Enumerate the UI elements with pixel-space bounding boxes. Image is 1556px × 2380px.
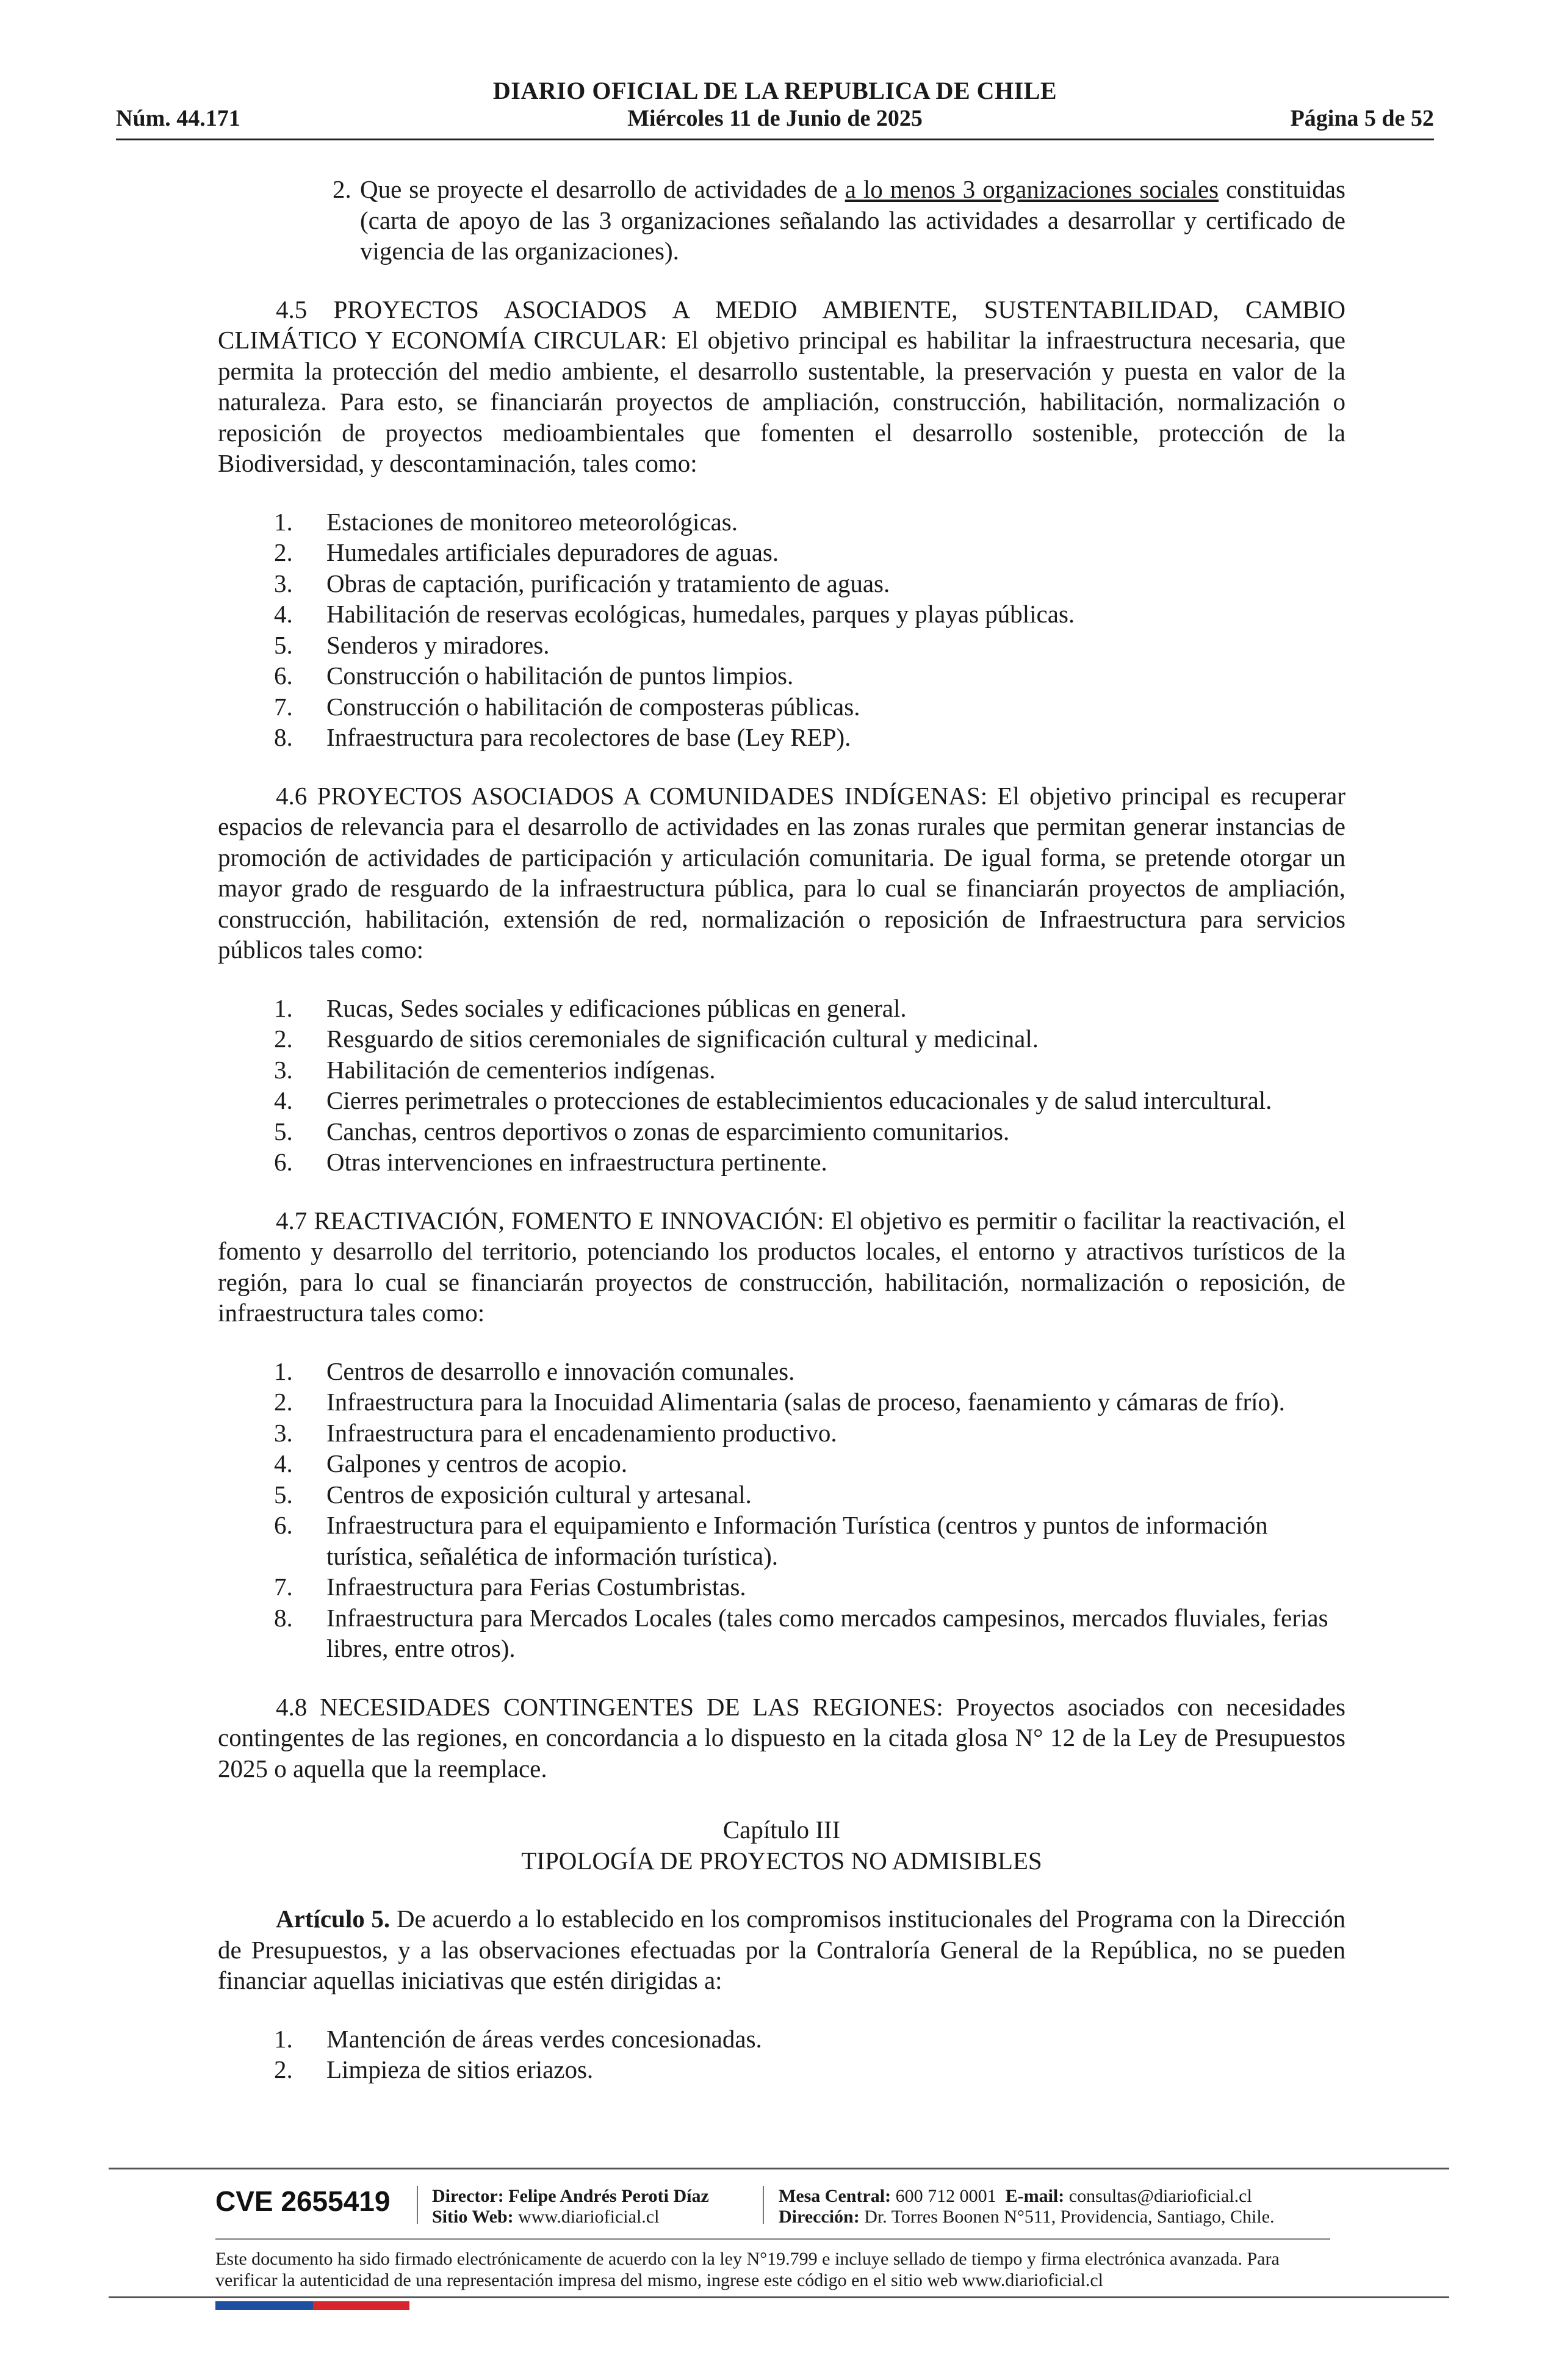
legal-notice: Este documento ha sido firmado electrónicamente de acuerdo con la ley N°19.799 e incluye sellado de tiempo y firma electrónica avanzada. Para verificar la autenticidad de una representación impresa del mismo, ingrese este código en el sitio web www.diarioficial.cl: [215, 2249, 1280, 2290]
chapter-label: Capítulo III: [722, 1816, 841, 1844]
list-item: [218, 568, 1345, 599]
item-text-part: Que se proyecte el desarrollo de actividades de: [360, 175, 845, 203]
item-number: 2.: [274, 538, 293, 566]
item-text: Infraestructura para recolectores de base (Ley REP).: [326, 723, 851, 751]
list-item: [218, 1479, 1345, 1510]
item-number: 5.: [274, 630, 293, 659]
list-item: [218, 722, 1345, 753]
newspaper-title: DIARIO OFICIAL DE LA REPUBLICA DE CHILE: [492, 77, 1057, 104]
item-number: 2.: [333, 175, 351, 203]
footer-contact-info: [779, 2186, 1275, 2227]
article-text: De acuerdo a lo establecido en los compromisos institucionales del Programa con la Dirección de Presupuestos, y a las observaciones efectuadas por la Contraloría General de la República, no se pueden financiar aquellas iniciativas que estén dirigidas a:: [218, 1905, 1345, 1994]
section-4-7-list: [218, 1356, 1345, 1664]
item-text: Habilitación de reservas ecológicas, humedales, parques y playas públicas.: [326, 600, 1075, 628]
item-number: 1.: [274, 2024, 293, 2053]
list-item: [218, 507, 1345, 538]
footer-inner-divider: [215, 2238, 1330, 2240]
article-5-list: [218, 2024, 1345, 2085]
page-footer: [109, 2168, 1449, 2351]
item-text: [360, 174, 1345, 267]
list-item: [218, 599, 1345, 630]
item-number: 2.: [274, 1388, 293, 1416]
section-4-5-list: [218, 507, 1345, 753]
item-number: 6.: [274, 662, 293, 690]
director-name: Felipe Andrés Peroti Díaz: [508, 2186, 709, 2206]
item-number: 4.: [274, 600, 293, 628]
list-item: [218, 1571, 1345, 1603]
list-item: [218, 993, 1345, 1024]
header-divider: [116, 139, 1434, 140]
item-text: Humedales artificiales depuradores de aguas.: [326, 538, 779, 566]
footer-bottom-divider: [109, 2296, 1449, 2298]
item-number: 2.: [274, 1025, 293, 1053]
section-4-5-paragraph: 4.5 PROYECTOS ASOCIADOS A MEDIO AMBIENTE, SUSTENTABILIDAD, CAMBIO CLIMÁTICO Y ECONOMÍA CIRCULAR: El objetivo principal es habilitar la infraestructura necesaria, que permita la protección del medio ambiente, el desarrollo sustentable, la preservación y puesta en valor de la naturaleza. Para esto, se financiarán proyectos de ampliación, construcción, habilitación, normalización o reposición de proyectos medioambientales que fomenten el desarrollo sostenible, protección de la Biodiversidad, y descontaminación, tales como:: [218, 295, 1345, 477]
issue-date: Miércoles 11 de Junio de 2025: [627, 106, 923, 131]
section-4-6-paragraph: 4.6 PROYECTOS ASOCIADOS A COMUNIDADES INDÍGENAS: El objetivo principal es recuperar espacios de relevancia para el desarrollo de actividades en las zonas rurales que permitan generar instancias de promoción de actividades de participación y articulación comunitaria. De igual forma, se pretende otorgar un mayor grado de resguardo de la infraestructura pública, para lo cual se financiarán proyectos de ampliación, construcción, habilitación, extensión de red, normalización o reposición de Infraestructura para servicios públicos tales como:: [218, 781, 1345, 964]
item-text: Limpieza de sitios eriazos.: [326, 2055, 594, 2083]
section-4-8-paragraph: 4.8 NECESIDADES CONTINGENTES DE LAS REGIONES: Proyectos asociados con necesidades contingentes de las regiones, en concordancia a lo dispuesto en la citada glosa N° 12 de la Ley de Presupuestos 2025 o aquella que la reemplace.: [218, 1692, 1345, 1783]
item-number: 8.: [274, 723, 293, 751]
item-number: 7.: [274, 692, 293, 721]
item-text: Construcción o habilitación de composteras públicas.: [326, 692, 860, 721]
item-number: 2.: [274, 2055, 293, 2083]
item-number: 6.: [274, 1148, 293, 1176]
footer-separator: [417, 2186, 418, 2224]
document-body: [218, 174, 1345, 2085]
item-text: Rucas, Sedes sociales y edificaciones públicas en general.: [326, 993, 907, 1022]
page-number: Página 5 de 52: [1290, 106, 1434, 131]
item-number: 1.: [274, 993, 293, 1022]
website-link[interactable]: www.diarioficial.cl: [518, 2207, 660, 2227]
item-text: Habilitación de cementerios indígenas.: [326, 1055, 716, 1084]
item-text: Construcción o habilitación de puntos limpios.: [326, 662, 794, 690]
footer-director-info: [432, 2186, 709, 2227]
item-number: 1.: [274, 1357, 293, 1385]
underlined-text: a lo menos 3 organizaciones sociales: [845, 175, 1219, 203]
article-label: Artículo 5.: [276, 1905, 391, 1933]
list-item: [218, 1085, 1345, 1116]
item-text: Otras intervenciones en infraestructura pertinente.: [326, 1148, 827, 1176]
item-number: 1.: [274, 507, 293, 536]
item-number: 4.: [274, 1086, 293, 1114]
address-text: Dr. Torres Boonen N°511, Providencia, Santiago, Chile.: [864, 2207, 1275, 2227]
item-text: Senderos y miradores.: [326, 630, 550, 659]
item-text: Infraestructura para la Inocuidad Alimentaria (salas de proceso, faenamiento y cámaras de frío).: [326, 1388, 1285, 1416]
item-text: Centros de desarrollo e innovación comunales.: [326, 1357, 795, 1385]
list-item: [218, 660, 1345, 691]
list-item: [333, 174, 1345, 267]
phone-label: Mesa Central:: [779, 2186, 891, 2206]
list-item: [218, 1055, 1345, 1086]
item-text: Resguardo de sitios ceremoniales de significación cultural y medicinal.: [326, 1025, 1039, 1053]
list-item: [218, 1510, 1345, 1571]
website-label: Sitio Web:: [432, 2207, 514, 2227]
list-item: [218, 2054, 1345, 2085]
list-item: [218, 1356, 1345, 1387]
item-text: Cierres perimetrales o protecciones de establecimientos educacionales y de salud intercultural.: [326, 1086, 1272, 1114]
page-header: [116, 76, 1434, 143]
list-item: [218, 1387, 1345, 1418]
item-text-part: constituidas (carta de apoyo de las 3 organizaciones señalando las actividades a desarrollar y certificado de vigencia de las organizaciones).: [360, 175, 1345, 265]
item-text: Infraestructura para Ferias Costumbristas.: [326, 1573, 746, 1601]
item-text: Infraestructura para el encadenamiento productivo.: [326, 1418, 837, 1447]
item-number: 6.: [274, 1511, 293, 1539]
item-number: 5.: [274, 1117, 293, 1145]
list-item: [218, 1147, 1345, 1178]
item-text: Estaciones de monitoreo meteorológicas.: [326, 507, 738, 536]
section-4-7-paragraph: 4.7 REACTIVACIÓN, FOMENTO E INNOVACIÓN: El objetivo es permitir o facilitar la reactivación, el fomento y desarrollo del territorio, potenciando los productos locales, el entorno y atractivos turísticos de la región, para lo cual se financiarán proyectos de construcción, habilitación, normalización o reposición, de infraestructura tales como:: [218, 1206, 1345, 1327]
issue-number: Núm. 44.171: [116, 106, 240, 131]
item-number: 3.: [274, 1055, 293, 1084]
director-label: Director:: [432, 2186, 504, 2206]
section-4-6-list: [218, 993, 1345, 1178]
list-item: [218, 630, 1345, 661]
list-item: [218, 2024, 1345, 2055]
chapter-heading: [218, 1814, 1345, 1876]
item-text: Infraestructura para el equipamiento e Información Turística (centros y puntos de información turística, señalética de información turística).: [326, 1511, 1268, 1570]
phone-number: 600 712 0001: [895, 2186, 996, 2206]
email-link[interactable]: consultas@diarioficial.cl: [1068, 2186, 1252, 2206]
list-item: [218, 1603, 1345, 1664]
item-text: Galpones y centros de acopio.: [326, 1449, 627, 1477]
item-number: 5.: [274, 1480, 293, 1509]
list-item: [218, 1116, 1345, 1147]
item-number: 4.: [274, 1449, 293, 1477]
item-text: Infraestructura para Mercados Locales (tales como mercados campesinos, mercados fluviales, ferias libres, entre otros).: [326, 1603, 1328, 1662]
item-number: 7.: [274, 1573, 293, 1601]
item-number: 8.: [274, 1603, 293, 1632]
list-item: [218, 1023, 1345, 1055]
address-label: Dirección:: [779, 2207, 860, 2227]
footer-separator: [763, 2186, 764, 2224]
article-5-paragraph: [218, 1903, 1345, 1996]
cve-code: CVE 2655419: [215, 2185, 391, 2217]
chapter-title: TIPOLOGÍA DE PROYECTOS NO ADMISIBLES: [521, 1846, 1042, 1875]
list-item: [218, 1418, 1345, 1449]
item-text: Centros de exposición cultural y artesanal.: [326, 1480, 752, 1509]
email-label: E-mail:: [1005, 2186, 1065, 2206]
item-number: 3.: [274, 1418, 293, 1447]
flag-bar-blue: [215, 2301, 313, 2310]
list-item: [218, 1448, 1345, 1479]
footer-divider: [109, 2168, 1449, 2169]
item-text: Canchas, centros deportivos o zonas de esparcimiento comunitarios.: [326, 1117, 1010, 1145]
item-number: 3.: [274, 569, 293, 597]
item-text: Mantención de áreas verdes concesionadas.: [326, 2024, 762, 2053]
flag-bar-red: [313, 2301, 409, 2310]
list-item: [218, 691, 1345, 723]
item-text: Obras de captación, purificación y tratamiento de aguas.: [326, 569, 890, 597]
list-item: [218, 537, 1345, 568]
